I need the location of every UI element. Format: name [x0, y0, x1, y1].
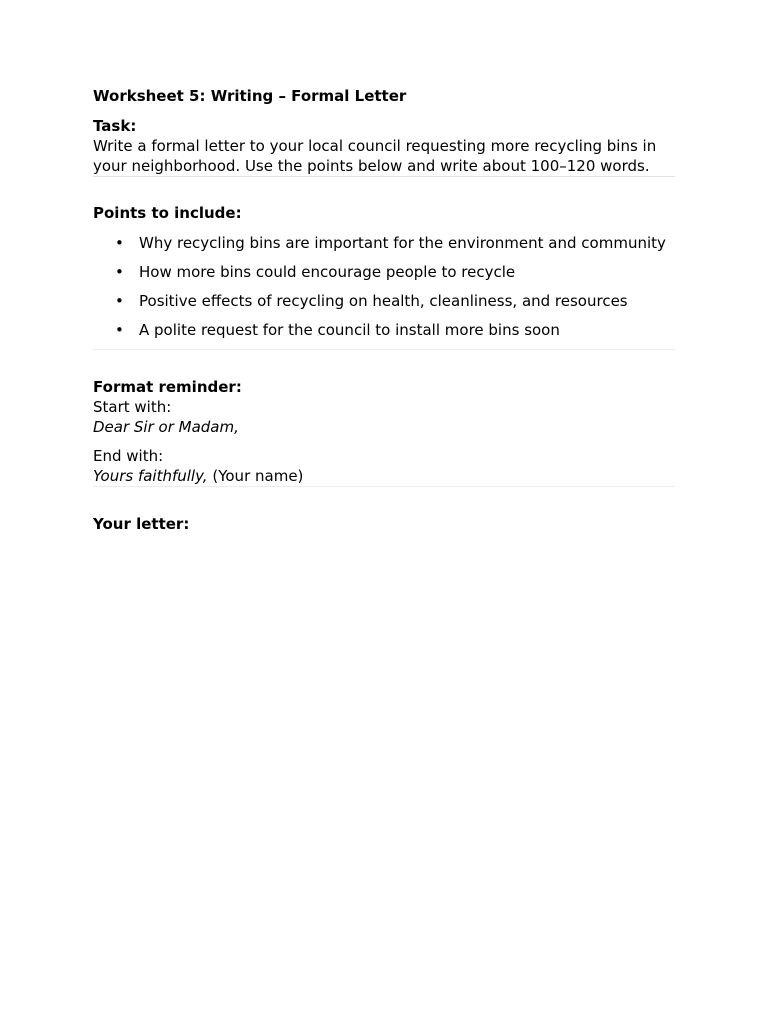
point-text: How more bins could encourage people to recycle — [139, 263, 516, 281]
list-item — [93, 320, 679, 340]
divider-task — [93, 176, 675, 177]
bullet-icon: • — [115, 234, 124, 252]
point-text: A polite request for the council to install more bins soon — [139, 321, 560, 339]
list-item — [93, 233, 679, 253]
bullet-icon: • — [115, 321, 124, 339]
divider-points — [93, 349, 675, 350]
list-item — [93, 262, 679, 282]
end-with-line — [93, 466, 675, 486]
end-with-name: (Your name) — [207, 467, 304, 485]
end-with-label: End with: — [93, 447, 164, 465]
task-label: Task: — [93, 117, 137, 135]
start-with-text: Dear Sir or Madam, — [93, 418, 239, 436]
points-label: Points to include: — [93, 204, 242, 222]
start-with-label: Start with: — [93, 398, 172, 416]
points-list — [93, 233, 675, 340]
divider-format — [93, 486, 675, 487]
point-text: Why recycling bins are important for the environment and community — [139, 234, 666, 252]
bullet-icon: • — [115, 263, 124, 281]
worksheet-title: Worksheet 5: Writing – Formal Letter — [93, 87, 407, 105]
end-with-closing: Yours faithfully, — [93, 467, 208, 485]
list-item — [93, 291, 679, 311]
point-text: Positive effects of recycling on health, cleanliness, and resources — [139, 292, 628, 310]
your-letter-label: Your letter: — [93, 515, 190, 533]
task-text: Write a formal letter to your local council requesting more recycling bins in your neighborhood. Use the points below and write about 100–120 words. — [93, 137, 657, 175]
bullet-icon: • — [115, 292, 124, 310]
format-label: Format reminder: — [93, 378, 242, 396]
